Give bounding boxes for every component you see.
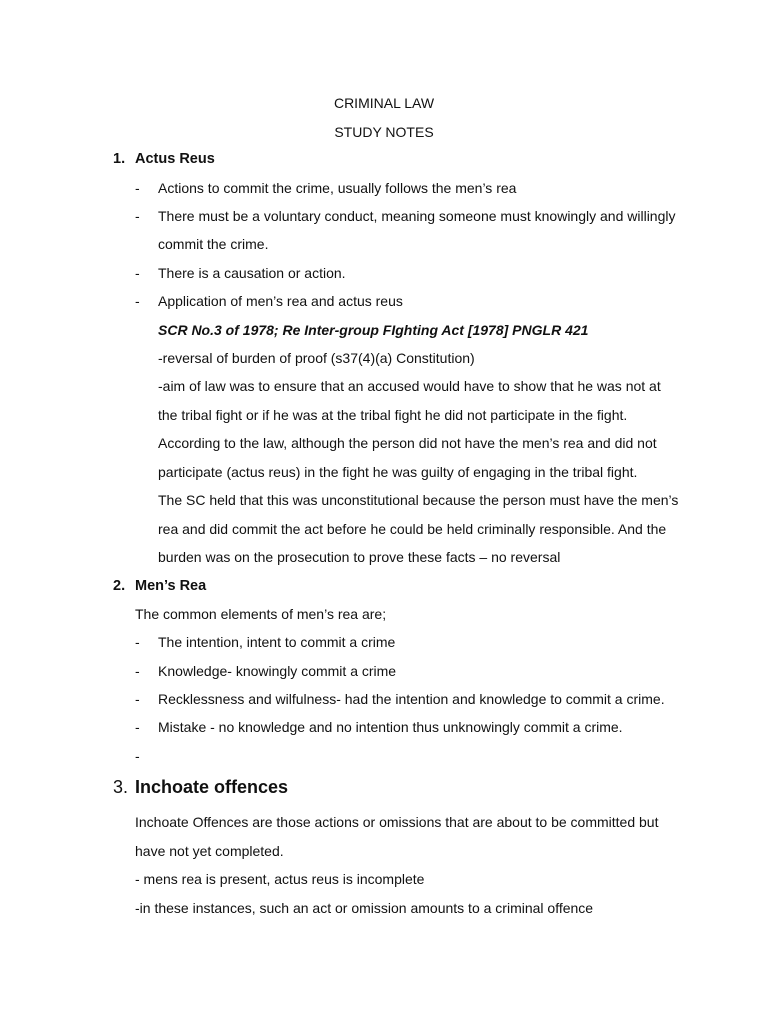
list-item: Knowledge- knowingly commit a crime [158,663,397,679]
list-item: Mistake - no knowledge and no intention thus unknowingly commit a crime. [158,719,623,735]
bullet-dash-empty: - [135,748,140,764]
bullet-dash: - [135,663,140,679]
case-note-line: participate (actus reus) in the fight he was guilty of engaging in the tribal fight. [158,464,638,480]
document-title: CRIMINAL LAW [333,95,435,111]
section-number: 1. [113,151,126,167]
bullet-dash: - [135,719,140,735]
bullet-dash: - [135,180,140,196]
case-note-line: -aim of law was to ensure that an accused would have to show that he was not at [158,378,661,394]
case-note-line: -reversal of burden of proof (s37(4)(a) Constitution) [158,350,475,366]
bullet-dash: - [135,293,140,309]
bullet-dash: - [135,265,140,281]
case-note-line: the tribal fight or if he was at the tribal fight he did not participate in the fight. [158,407,628,423]
case-citation: SCR No.3 of 1978; Re Inter-group FIghting Act [1978] PNGLR 421 [158,322,589,338]
paragraph-line: Inchoate Offences are those actions or omissions that are about to be committed but [135,814,659,830]
document-subtitle: STUDY NOTES [334,124,434,140]
case-note-line: According to the law, although the person did not have the men’s rea and did not [158,435,657,451]
bullet-dash: - [135,208,140,224]
section-heading-inchoate-offences: Inchoate offences [135,777,289,797]
section-intro: The common elements of men’s rea are; [135,606,387,622]
bullet-dash: - [135,691,140,707]
list-item: There is a causation or action. [158,265,346,281]
list-item: Application of men’s rea and actus reus [158,293,403,309]
paragraph-line: - mens rea is present, actus reus is incomplete [135,871,425,887]
section-heading-mens-rea: Men’s Rea [135,578,207,594]
section-number: 3. [113,777,129,797]
bullet-dash: - [135,634,140,650]
list-item: The intention, intent to commit a crime [158,634,396,650]
list-item: There must be a voluntary conduct, meaning someone must knowingly and willingly [158,208,676,224]
paragraph-line: have not yet completed. [135,843,284,859]
case-note-line: rea and did commit the act before he could be held criminally responsible. And the [158,521,667,537]
case-note-line: The SC held that this was unconstitutional because the person must have the men’s [158,492,679,508]
list-item: Recklessness and wilfulness- had the intention and knowledge to commit a crime. [158,691,665,707]
paragraph-line: -in these instances, such an act or omission amounts to a criminal offence [135,900,594,916]
list-item-continuation: commit the crime. [158,236,269,252]
list-item: Actions to commit the crime, usually follows the men’s rea [158,180,517,196]
section-number: 2. [113,578,126,594]
case-note-line: burden was on the prosecution to prove these facts – no reversal [158,549,561,565]
section-heading-actus-reus: Actus Reus [135,151,215,167]
